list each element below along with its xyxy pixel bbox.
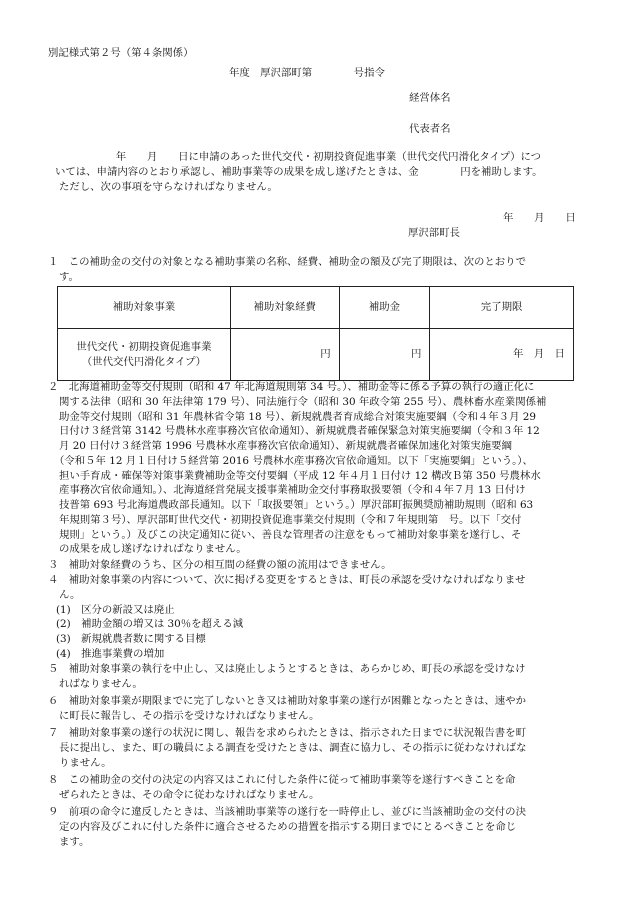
intro-paragraph: [55, 150, 595, 194]
condition-item-1: １ この補助金の交付の対象となる補助事業の名称、経費、補助金の額及び完了期限は、次のとおりで す。: [48, 256, 526, 283]
intro-line: いては、申請内容のとおり承認し、補助事業等の成果を成し遂げたときは、金 円を補助します。: [55, 165, 543, 178]
condition-item-9: ９ 前項の命令に違反したときは、当該補助事業等の遂行を一時停止し、並びに当該補助金の交付の決 定の内容及びこれに付した条件に適合させるための措置を指示する期日までにとるべきことを命じ ます。: [48, 806, 526, 848]
designation-number: 年度 厚沢部町第 号指令: [229, 67, 385, 79]
form-label: 別記様式第２号（第４条関係）: [48, 47, 194, 59]
table-header-row: [58, 287, 574, 329]
issue-date: 年 月 日: [503, 212, 576, 224]
table-header-cell: 補助対象事業: [58, 287, 231, 329]
intro-line: ただし、次の事項を守らなければなりません。: [59, 180, 278, 193]
condition-item-7: ７ 補助対象事業の遂行の状況に関し、報告を求められたときは、指示された日までに状況報告書を町 長に提出し、また、町の職員による調査を受けたときは、調査に協力し、その指示に従わなければな りません。: [48, 727, 527, 769]
representative-name-label: 代表者名: [409, 123, 451, 135]
sub-item: (3) 新規就農者数に関する目標: [56, 633, 206, 646]
subsidy-table: [57, 286, 574, 381]
condition-item-8: ８ この補助金の交付の決定の内容又はこれに付した条件に従って補助事業等を遂行すべきことを命 ぜられたときは、その命令に従わなければなりません。: [48, 774, 516, 801]
table-header-cell: 補助対象経費: [230, 287, 339, 329]
table-row: [58, 329, 574, 381]
sub-item: (1) 区分の新設又は廃止: [56, 603, 175, 616]
table-header-cell: 完了期限: [430, 287, 574, 329]
deadline-cell: 年 月 日: [430, 329, 574, 381]
condition-item-2: ２ 北海道補助金等交付規則（昭和 47 年北海道規則第 34 号。）、補助金等に係る予算の執行の適正化に 関する法律（昭和 30 年法律第 179 号）、同法施行令（昭和 30 年政令第 255 号）、農林畜水産業関係補 助金等交付規則（昭和 31 年農林省令第 18 号）、新規就農者育成総合対策実施要綱（令和４年３月 29 日付け３経営第 3142 号農林水産事務次官依命通知）、新規就農者確保緊急対策実施要綱（令和３年 12 月 20 日付け３経営第 1996 号農林水産事務次官依命通知）、新規就農者確保加速化対策実施要綱 （令和５年 12 月１日付け５経営第 2016 号農林水産事務次官依命通知。以下「実施要綱」という。）、 担い手育成・確保等対策事業費補助金等交付要綱（平成 12 年４月１日付け 12 構改Ｂ第 350 号農林水 産事務次官依命通知。）、北海道経営発展支援事業補助金交付事務取扱要領（令和４年７月 13 日付け 技普第 693 号北海道農政部長通知。以下「取扱要領」という。）厚沢部町振興奨励補助規則（昭和 63 年規則第３号）、厚沢部町世代交代・初期投資促進事業交付規則（令和７年規則第 号。以下「交付 規則」という。）及びこの決定通知に従い、善良な管理者の注意をもって補助対象事業を遂行し、そ の成果を成し遂げなければなりません。: [48, 381, 547, 556]
intro-line: 年 月 日に申請のあった世代交代・初期投資促進事業（世代交代円滑化タイプ）につ: [95, 151, 542, 163]
grant-cell: 円: [339, 329, 430, 381]
table-header-cell: 補助金: [339, 287, 430, 329]
condition-item-4: ４ 補助対象事業の内容について、次に掲げる変更をするときは、町長の承認を受けなければなりませ ん。 (1) 区分の新設又は廃止 (2) 補助金額の増又は 30％を超える減 (3) 新規就農者数に関する目標 (4) 推進事業費の増加: [48, 573, 588, 662]
issuer-title: 厚沢部町長: [408, 227, 460, 239]
entity-name-label: 経営体名: [409, 92, 451, 104]
cost-cell: 円: [230, 329, 339, 381]
condition-item-5: ５ 補助対象事業の執行を中止し、又は廃止しようとするときは、あらかじめ、町長の承認を受けなけ ればなりません。: [48, 663, 526, 690]
project-name-cell: 世代交代・初期投資促進事業 （世代交代円滑化タイプ）: [58, 329, 231, 381]
sub-item: (2) 補助金額の増又は 30％を超える減: [56, 618, 244, 631]
sub-item: (4) 推進事業費の増加: [56, 647, 165, 660]
condition-item-6: ６ 補助対象事業が期限までに完了しないとき又は補助対象事業の遂行が困難となったときは、速やか に町長に報告し、その指示を受けなければなりません。: [48, 695, 526, 722]
condition-item-3: ３ 補助対象経費のうち、区分の相互間の経費の額の流用はできません。: [48, 559, 392, 571]
